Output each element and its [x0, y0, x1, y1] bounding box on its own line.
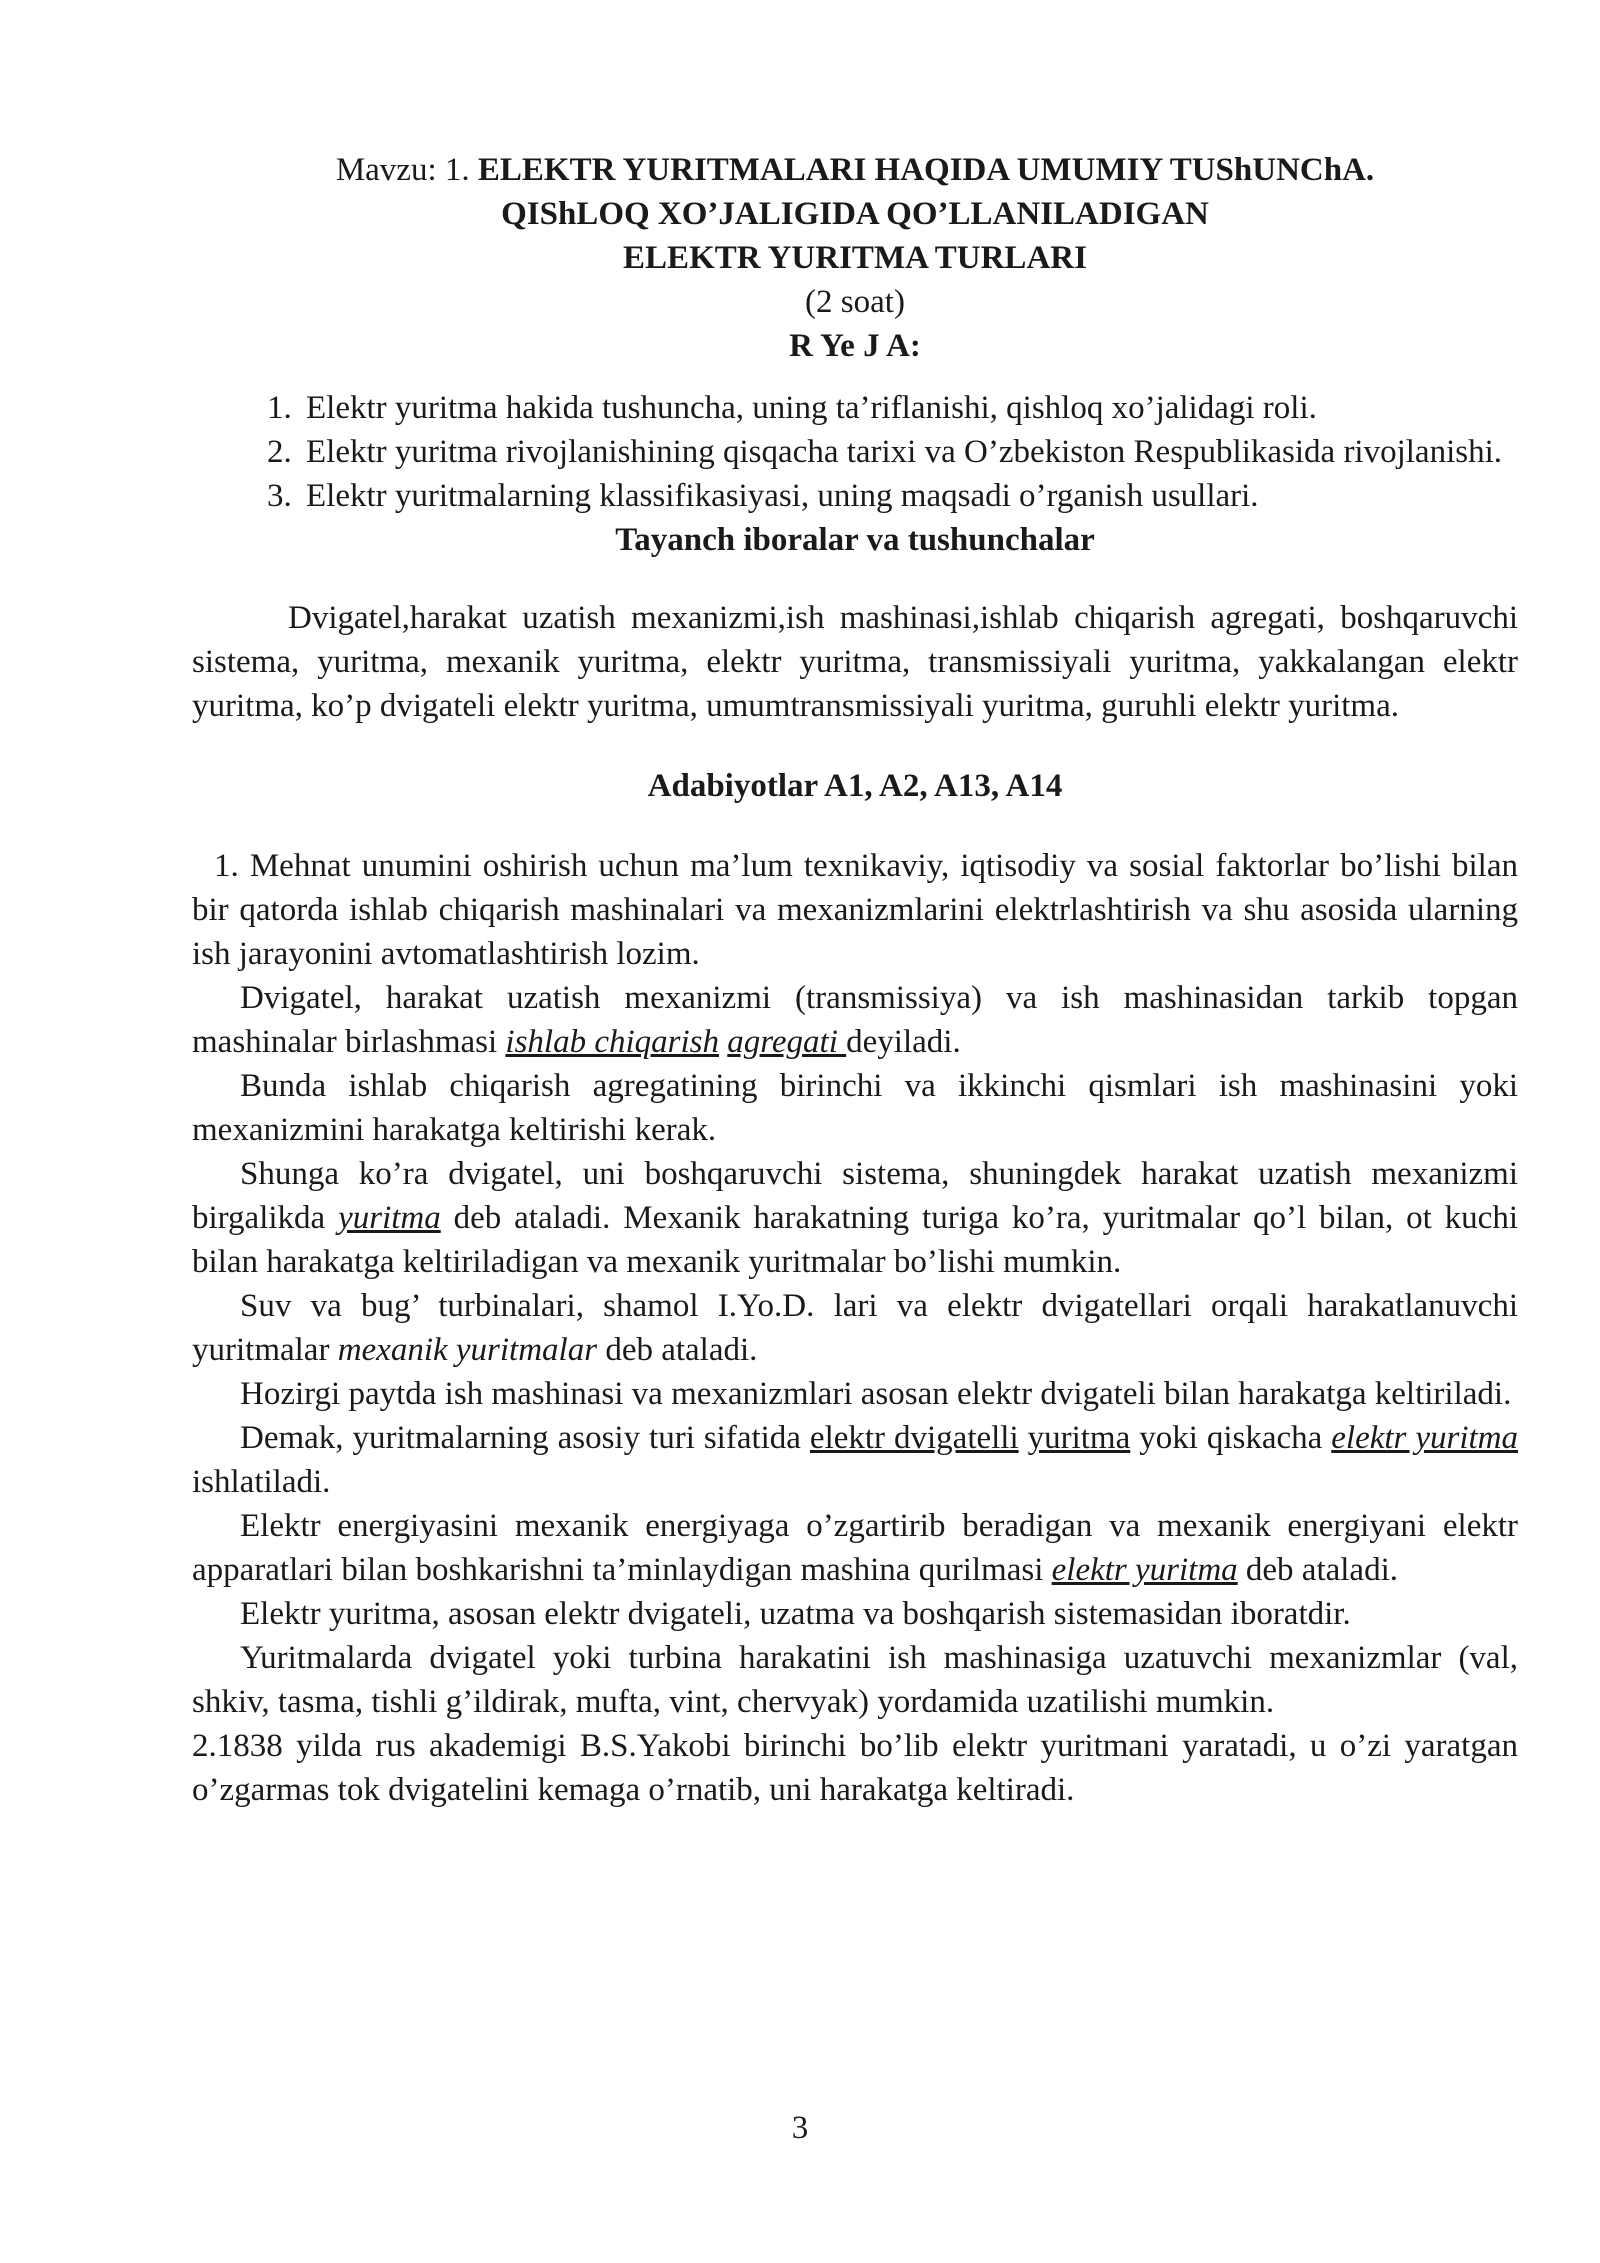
paragraph-6: Hozirgi paytda ish mashinasi va mexanizmlari asosan elektr dvigateli bilan harakatga keltiriladi.	[240, 1376, 1512, 1412]
paragraph-10: Yuritmalarda dvigatel yoki turbina harakatini ish mashinasiga uzatuvchi mexanizmlar (val, shkiv, tasma, tishli g’ildirak, mufta, vint, chervyak) yordamida uzatilishi mumkin.	[192, 1640, 1518, 1720]
keywords-paragraph: Dvigatel,harakat uzatish mexanizmi,ish mashinasi,ishlab chiqarish agregati, boshqaruvchi sistema, yuritma, mexanik yuritma, elektr yuritma, transmissiyali yuritma, yakkalangan elektr yuritma, ko’p dvigateli elektr yuritma, umumtransmissiyali yuritma, guruhli elektr yuritma.	[192, 600, 1518, 724]
keywords-heading: Tayanch iboralar va tushunchalar	[615, 522, 1095, 558]
document-page	[192, 148, 1518, 1812]
term-mexanik-yuritmalar: mexanik yuritmalar	[337, 1332, 598, 1368]
plan-item: 2. Elektr yuritma rivojlanishining qisqacha tarixi va O’zbekiston Respublikasida rivojlanishi.	[300, 430, 1518, 474]
paragraph-11: 2.1838 yilda rus akademigi B.S.Yakobi birinchi bo’lib elektr yuritmani yaratadi, u o’zi yaratgan o’zgarmas tok dvigatelini kemaga o’rnatib, uni harakatga keltiradi.	[192, 1728, 1518, 1808]
term-agregati: agregati	[727, 1024, 847, 1060]
title-line-1	[192, 148, 1518, 192]
title-hours: (2 soat)	[805, 284, 905, 320]
term-elektr-yuritma: elektr yuritma	[1331, 1420, 1519, 1456]
paragraph-3: Bunda ishlab chiqarish agregatining birinchi va ikkinchi qismlari ish mashinasini yoki mexanizmini harakatga keltirishi kerak.	[192, 1068, 1518, 1148]
title-line-2: QIShLOQ XO’JALIGIDA QO’LLANILADIGAN	[501, 196, 1209, 232]
term-elektr-dvigatelli: elektr dvigatelli	[809, 1420, 1019, 1456]
term-yuritma-2: yuritma	[1027, 1420, 1131, 1456]
title-main: ELEKTR YURITMALARI HAQIDA UMUMIY TUShUNChA.	[477, 152, 1375, 188]
paragraph-8: Elektr energiyasini mexanik energiyaga o’zgartirib beradigan va mexanik energiyani elektr apparatlari bilan boshkarishni ta’minlaydigan mashina qurilmasi elektr yuritma deb ataladi.	[192, 1508, 1518, 1588]
paragraph-5: Suv va bug’ turbinalari, shamol I.Yo.D. lari va elektr dvigatellari orqali harakatlanuvchi yuritmalar mexanik yuritmalar deb ataladi.	[192, 1288, 1518, 1368]
paragraph-2: Dvigatel, harakat uzatish mexanizmi (transmissiya) va ish mashinasidan tarkib topgan mashinalar birlashmasi ishlab chiqarish agregati deyiladi.	[192, 980, 1518, 1060]
title-line-3: ELEKTR YURITMA TURLARI	[623, 240, 1087, 276]
plan-item: 3. Elektr yuritmalarning klassifikasiyasi, uning maqsadi o’rganish usullari.	[300, 474, 1518, 518]
literature-heading: Adabiyotlar A1, A2, A13, A14	[647, 768, 1063, 804]
paragraph-4: Shunga ko’ra dvigatel, uni boshqaruvchi sistema, shuningdek harakat uzatish mexanizmi birgalikda yuritma deb ataladi. Mexanik harakatning turiga ko’ra, yuritmalar qo’l bilan, ot kuchi bilan harakatga keltiriladigan va mexanik yuritmalar bo’lishi mumkin.	[192, 1156, 1518, 1280]
term-yuritma: yuritma	[338, 1200, 441, 1236]
plan-heading: R Ye J A:	[789, 328, 921, 364]
term-elektr-yuritma-2: elektr yuritma	[1051, 1552, 1238, 1588]
title-prefix: Mavzu: 1.	[335, 152, 478, 188]
plan-list	[192, 386, 1518, 518]
term-ishlab-chiqarish: ishlab chiqarish	[505, 1024, 720, 1060]
paragraph-1: 1. Mehnat unumini oshirish uchun ma’lum texnikaviy, iqtisodiy va sosial faktorlar bo’lishi bilan bir qatorda ishlab chiqarish mashinalari va mexanizmlarini elektrlashtirish va shu asosida ularning ish jarayonini avtomatlashtirish lozim.	[192, 848, 1518, 972]
paragraph-7: Demak, yuritmalarning asosiy turi sifatida elektr dvigatelli yuritma yoki qiskacha elektr yuritma ishlatiladi.	[192, 1420, 1519, 1500]
paragraph-9: Elektr yuritma, asosan elektr dvigateli, uzatma va boshqarish sistemasidan iboratdir.	[240, 1596, 1351, 1632]
page-number: 3	[791, 2110, 809, 2146]
plan-item: 1. Elektr yuritma hakida tushuncha, uning ta’riflanishi, qishloq xo’jalidagi roli.	[300, 386, 1518, 430]
topic-title	[192, 148, 1518, 368]
